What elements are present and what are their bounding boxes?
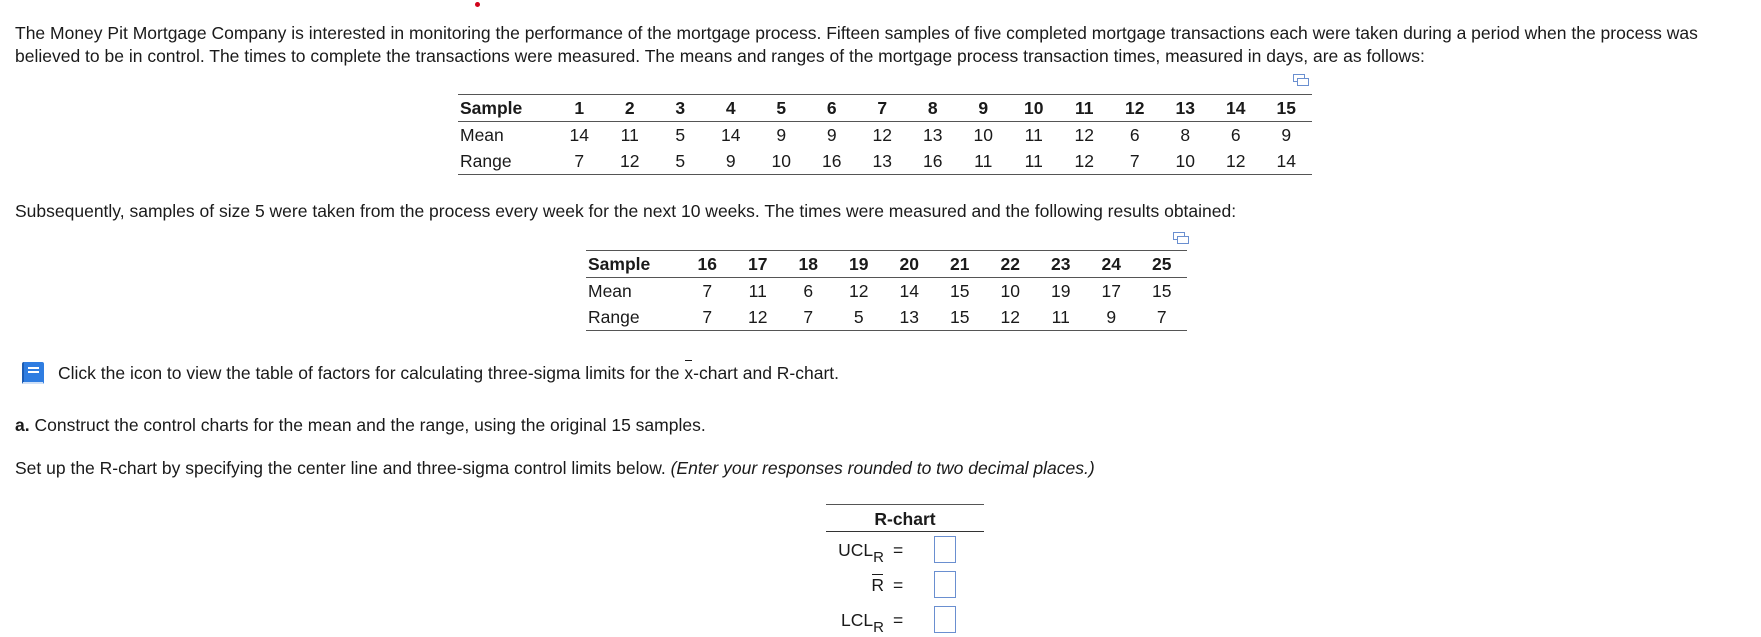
ucl-r-input[interactable]	[934, 536, 956, 563]
sample-number-cell: 24	[1086, 251, 1137, 278]
mean-cell: 13	[923, 125, 943, 145]
status-dot	[475, 2, 480, 7]
mean-cell: 8	[1180, 125, 1191, 145]
mean-cell: 9	[1281, 125, 1292, 145]
xbar-symbol: x	[684, 363, 694, 383]
mean-cell: 15	[1152, 281, 1172, 301]
sample-number-cell: 17	[733, 251, 784, 278]
sample-number-cell: 15	[1261, 95, 1312, 122]
rbar-input[interactable]	[934, 571, 956, 598]
sample-number-cell: 8	[908, 95, 959, 122]
range-cell: 11	[958, 148, 1009, 175]
r-chart-answer-table	[826, 504, 984, 637]
sample-number-cell: 20	[884, 251, 935, 278]
sample-number-cell: 13	[1160, 95, 1211, 122]
sample-number-cell: 14	[1211, 95, 1262, 122]
lcl-r-input[interactable]	[934, 606, 956, 633]
mean-cell: 6	[1129, 125, 1140, 145]
sample-number-cell: 6	[807, 95, 858, 122]
sample-number-cell: 18	[783, 251, 834, 278]
range-cell: 13	[884, 304, 935, 331]
range-cell: 12	[1211, 148, 1262, 175]
sample-number-cell: 23	[1036, 251, 1087, 278]
instructions-body: Set up the R-chart by specifying the center line and three-sigma control limits below.	[15, 458, 671, 478]
center-row	[826, 567, 984, 602]
row-label-range: Range	[458, 148, 554, 175]
sample-number-cell: 16	[682, 251, 733, 278]
range-cell: 7	[1110, 148, 1161, 175]
factors-prefix: Click the icon to view the table of factors for calculating three-sigma limits for the	[58, 363, 685, 383]
factors-link-text[interactable]	[58, 362, 839, 385]
table-row-mean	[586, 278, 1187, 305]
range-cell: 5	[834, 304, 885, 331]
mean-cell: 12	[849, 281, 869, 301]
mean-cell: 14	[569, 125, 589, 145]
range-cell: 12	[733, 304, 784, 331]
row-label-mean: Mean	[588, 281, 632, 301]
mean-cell: 12	[872, 125, 892, 145]
range-cell: 7	[682, 304, 733, 331]
mean-cell: 11	[1024, 125, 1043, 145]
sample-number-cell: 3	[655, 95, 706, 122]
ucl-row	[826, 532, 984, 567]
range-cell: 10	[1160, 148, 1211, 175]
problem-intro: The Money Pit Mortgage Company is interested in monitoring the performance of the mortgage process. Fifteen samples of five completed mortgage transactions each were taken during a period when the process was believed to be in control. The times to complete the transactions were measured. The means and ranges of the mortgage process transaction times, measured in days, are as follows:	[15, 23, 1698, 66]
sample-number-cell: 25	[1137, 251, 1188, 278]
mean-cell: 11	[748, 281, 767, 301]
subsequent-text: Subsequently, samples of size 5 were taken from the process every week for the next 10 weeks. The times were measured and the following results obtained:	[15, 201, 1237, 221]
range-cell: 9	[706, 148, 757, 175]
mean-cell: 10	[973, 125, 993, 145]
equals-sign: =	[893, 540, 904, 560]
range-cell: 10	[756, 148, 807, 175]
sample-number-cell: 10	[1009, 95, 1060, 122]
range-cell: 9	[1086, 304, 1137, 331]
table-header-row	[586, 251, 1187, 278]
samples-table-2	[586, 250, 1187, 331]
mean-cell: 7	[702, 281, 713, 301]
sample-number-cell: 11	[1059, 95, 1110, 122]
mean-cell: 6	[803, 281, 814, 301]
mean-cell: 9	[776, 125, 787, 145]
range-cell: 7	[554, 148, 605, 175]
range-cell: 16	[807, 148, 858, 175]
lcl-label: $LCL_R$	[841, 610, 884, 636]
row-label-range: Range	[586, 304, 682, 331]
mean-cell: 19	[1051, 281, 1071, 301]
sample-number-cell: 7	[857, 95, 908, 122]
equals-sign: =	[893, 575, 904, 595]
sample-number-cell: 5	[756, 95, 807, 122]
factors-suffix: -chart and R-chart.	[693, 363, 840, 383]
copy-table-icon[interactable]	[1293, 74, 1309, 87]
sample-number-cell: 4	[706, 95, 757, 122]
part-a-body: Construct the control charts for the mean and the range, using the original 15 samples.	[29, 415, 706, 435]
table-row-mean	[458, 122, 1312, 149]
instructions-hint: (Enter your responses rounded to two decimal places.)	[670, 458, 1095, 478]
row-label-mean: Mean	[460, 125, 504, 145]
sample-number-cell: 9	[958, 95, 1009, 122]
part-a-text	[15, 414, 706, 437]
mean-cell: 5	[675, 125, 686, 145]
samples-table-1	[458, 94, 1312, 175]
mean-cell: 6	[1230, 125, 1241, 145]
ucl-label: $UCL_R$	[838, 540, 884, 566]
rbar-label: R	[871, 575, 884, 595]
r-chart-title: R-chart	[826, 504, 984, 532]
mean-cell: 14	[721, 125, 741, 145]
mean-cell: 9	[826, 125, 837, 145]
table-row-range	[586, 304, 1187, 331]
mean-cell: 15	[950, 281, 970, 301]
sample-number-cell: 2	[605, 95, 656, 122]
table-header-row	[458, 95, 1312, 122]
sample-number-cell: 1	[554, 95, 605, 122]
range-cell: 15	[935, 304, 986, 331]
range-cell: 11	[1009, 148, 1060, 175]
sample-number-cell: 12	[1110, 95, 1161, 122]
mean-cell: 17	[1101, 281, 1121, 301]
row-label-sample: Sample	[586, 251, 682, 278]
row-label-sample: Sample	[458, 95, 554, 122]
table-original-samples	[458, 94, 1312, 175]
sample-number-cell: 22	[985, 251, 1036, 278]
range-cell: 14	[1261, 148, 1312, 175]
instructions-text	[15, 457, 1095, 480]
range-cell: 7	[783, 304, 834, 331]
range-cell: 11	[1036, 304, 1087, 331]
range-cell: 12	[985, 304, 1036, 331]
range-cell: 5	[655, 148, 706, 175]
sample-number-cell: 19	[834, 251, 885, 278]
range-cell: 12	[605, 148, 656, 175]
mean-cell: 14	[899, 281, 919, 301]
table-row-range	[458, 148, 1312, 175]
equals-sign: =	[893, 610, 904, 630]
book-icon[interactable]	[18, 358, 48, 388]
part-a-label: a.	[15, 415, 30, 435]
sample-number-cell: 21	[935, 251, 986, 278]
mean-cell: 11	[620, 125, 639, 145]
table-subsequent-samples	[586, 250, 1187, 331]
mean-cell: 12	[1074, 125, 1094, 145]
range-cell: 12	[1059, 148, 1110, 175]
range-cell: 7	[1137, 304, 1188, 331]
lcl-row	[826, 602, 984, 637]
range-cell: 13	[857, 148, 908, 175]
copy-table-icon[interactable]	[1173, 232, 1189, 245]
mean-cell: 10	[1000, 281, 1020, 301]
range-cell: 16	[908, 148, 959, 175]
